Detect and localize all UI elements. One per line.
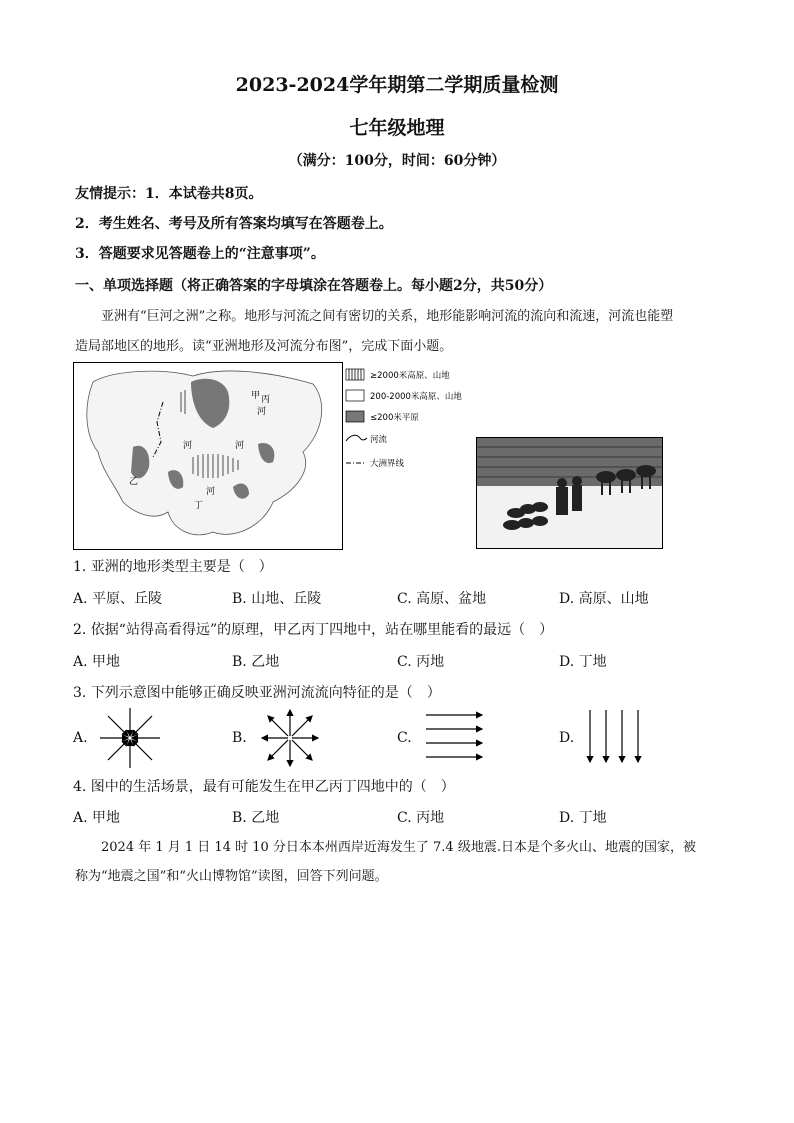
q3-diagram-c-east-arrows: [424, 710, 486, 766]
legend-mid: [346, 390, 462, 402]
q4-option-b[interactable]: B. 乙地: [232, 810, 280, 826]
passage2-line-2: 称为“地震之国”和“火山博物馆”读图，回答下列问题。: [75, 869, 388, 884]
map-label-yi: 乙: [129, 477, 139, 487]
q2-option-c[interactable]: C. 丙地: [397, 654, 445, 670]
q4-option-c[interactable]: C. 丙地: [397, 810, 445, 826]
legend-river: [346, 434, 388, 445]
q1-option-b[interactable]: B. 山地、丘陵: [232, 591, 322, 607]
q2-option-a[interactable]: A. 甲地: [73, 654, 121, 670]
sled-photo: [476, 437, 663, 549]
page-subtitle: 七年级地理: [349, 117, 445, 139]
q3-diagram-b-outward-arrows: [258, 706, 322, 770]
q1-option-c[interactable]: C. 高原、盆地: [397, 591, 487, 607]
svg-text:≥2000米高原、山地: ≥2000米高原、山地: [370, 371, 450, 381]
q3-diagram-a-inward-arrows: [98, 706, 162, 770]
svg-text:≤200米平原: ≤200米平原: [370, 413, 419, 423]
question-1-stem: 1. 亚洲的地形类型主要是（ ）: [73, 559, 273, 575]
q4-option-d[interactable]: D. 丁地: [559, 810, 607, 826]
q2-option-b[interactable]: B. 乙地: [232, 654, 280, 670]
page-title: 2023-2024学年期第二学期质量检测: [235, 74, 559, 96]
intro-line-1: 亚洲有“巨河之洲”之称。地形与河流之间有密切的关系，地形能影响河流的流向和流速，河流也能塑: [101, 309, 674, 324]
map-label-jia: 甲: [251, 391, 261, 401]
q3-option-d[interactable]: D.: [559, 730, 575, 746]
intro-line-2: 造局部地区的地形。读“亚洲地形及河流分布图”，完成下面小题。: [75, 339, 453, 354]
score-time: （满分：100分，时间：60分钟）: [288, 153, 506, 169]
map-label-river-4: 河: [206, 487, 216, 497]
map-label-river-1: 河: [257, 407, 267, 417]
q3-option-c[interactable]: C.: [397, 730, 412, 746]
map-label-river-2: 河: [183, 441, 193, 451]
asia-map: [73, 362, 343, 550]
question-4-stem: 4. 图中的生活场景，最有可能发生在甲乙丙丁四地中的（ ）: [73, 779, 455, 795]
q3-option-a[interactable]: A.: [73, 730, 88, 746]
map-label-ding: 丁: [194, 501, 204, 511]
q3-diagram-d-south-arrows: [584, 708, 650, 766]
passage2-line-1: 2024 年 1 月 1 日 14 时 10 分日本本州西岸近海发生了 7.4 级地震.日本是个多火山、地震的国家，被: [101, 840, 696, 855]
q3-option-b[interactable]: B.: [232, 730, 247, 746]
q1-option-d[interactable]: D. 高原、山地: [559, 591, 649, 607]
q4-option-a[interactable]: A. 甲地: [73, 810, 121, 826]
map-label-river-3: 河: [235, 441, 245, 451]
tip-1: 友情提示：1．本试卷共8页。: [75, 186, 263, 202]
legend-plain: [346, 411, 419, 423]
q1-option-a[interactable]: A. 平原、丘陵: [73, 591, 163, 607]
svg-text:河流: 河流: [370, 435, 388, 445]
map-label-bing: 丙: [261, 395, 271, 405]
svg-text:200-2000米高原、山地: 200-2000米高原、山地: [370, 392, 462, 402]
question-3-stem: 3. 下列示意图中能够正确反映亚洲河流流向特征的是（ ）: [73, 685, 441, 701]
legend-high: [346, 369, 450, 381]
q2-option-d[interactable]: D. 丁地: [559, 654, 607, 670]
question-2-stem: 2. 依据“站得高看得远”的原理，甲乙丙丁四地中，站在哪里能看的最远（ ）: [73, 622, 554, 638]
tip-3: 3．答题要求见答题卷上的“注意事项”。: [75, 246, 325, 262]
section-heading: 一、单项选择题（将正确答案的字母填涂在答题卷上。每小题2分，共50分）: [75, 278, 553, 294]
legend-boundary: [346, 458, 405, 469]
map-legend: [345, 368, 495, 480]
svg-text:大洲界线: 大洲界线: [370, 459, 405, 469]
tip-2: 2．考生姓名、考号及所有答案均填写在答题卷上。: [75, 216, 393, 232]
